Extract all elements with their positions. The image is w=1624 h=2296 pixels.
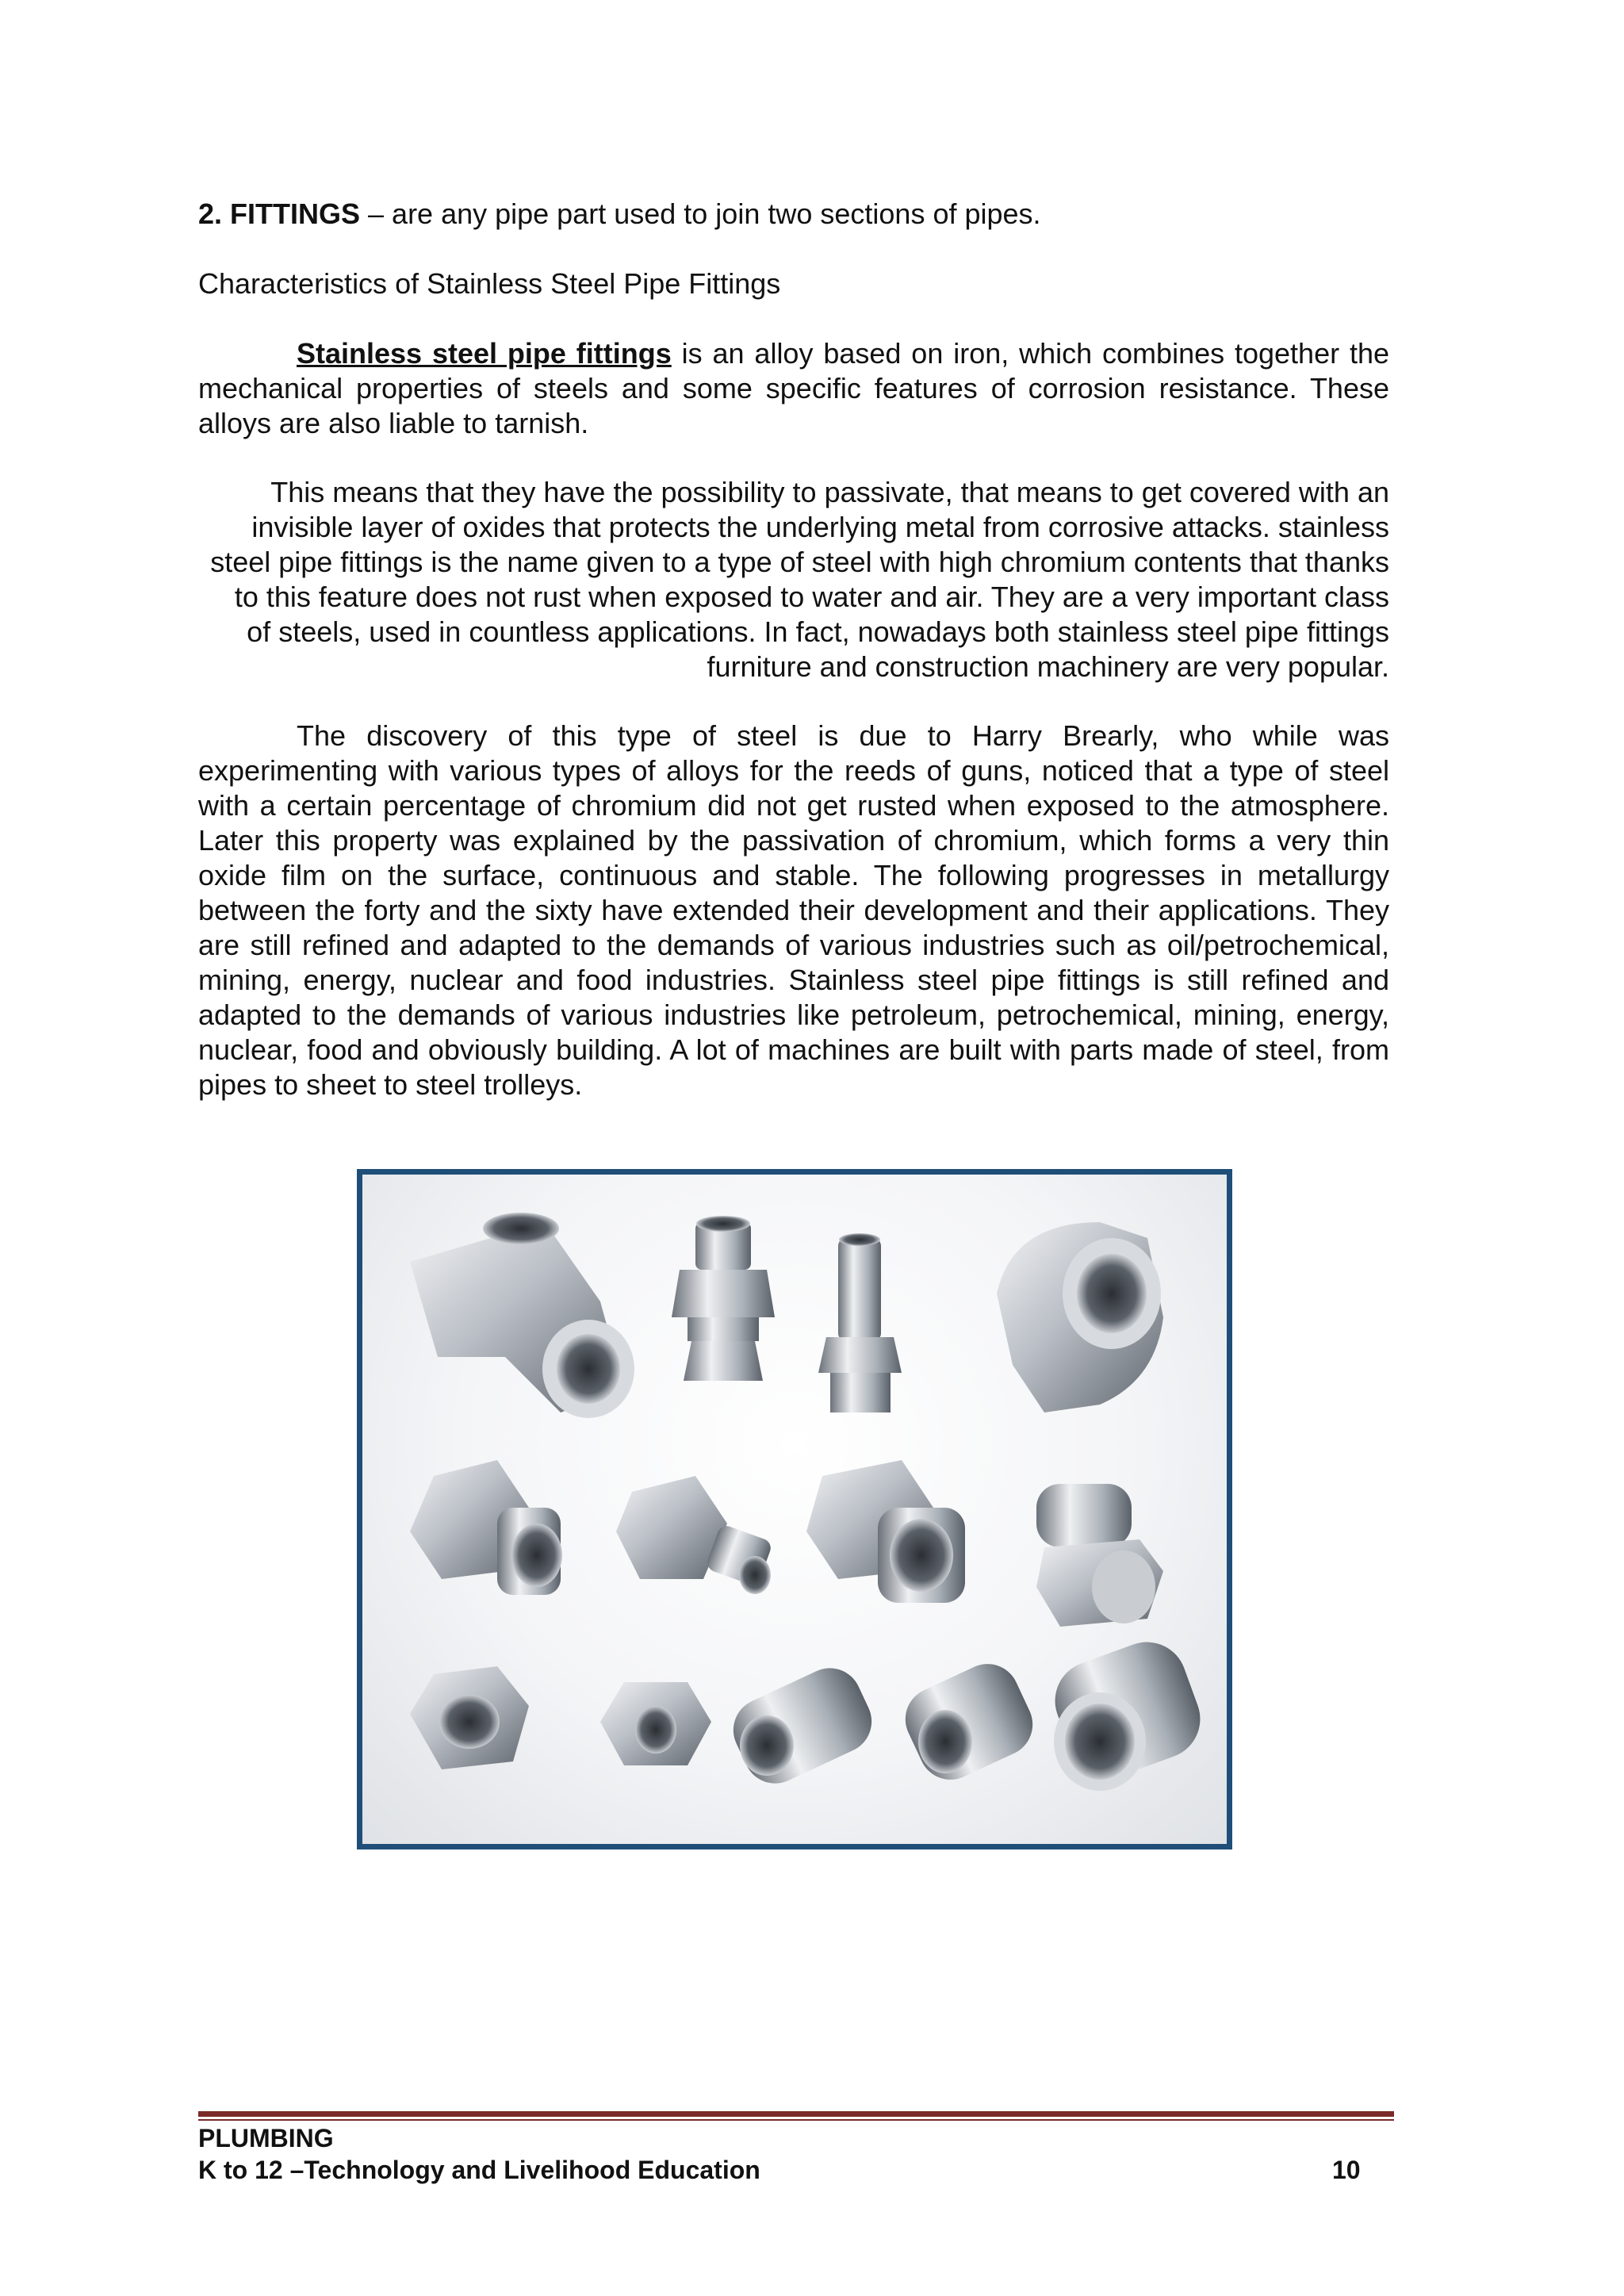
paragraph-intro-text: is an alloy based on iron, which combines together the mechanical properties of steels and some specific features of corrosion resistance. These alloys are also liable to tarnish. (198, 337, 1390, 439)
hose-nipple-fitting (818, 1233, 902, 1412)
tee-fitting (410, 1213, 634, 1418)
socket-fitting (895, 1654, 1044, 1790)
barrel-nipple-fitting (1044, 1631, 1211, 1791)
paragraph-intro (198, 336, 1389, 441)
section-term: 2. FITTINGS (198, 197, 361, 230)
elbow-fitting (997, 1222, 1163, 1412)
pipe-fittings-illustration (362, 1175, 1227, 1844)
paragraph-passivation: This means that they have the possibility to passivate, that means to get covered with an invisible layer of oxides that protects the underlying metal from corrosive attacks. stainless steel pipe fittings is the name given to a type of steel with high chromium contents that thanks to this feature does not rust when exposed to water and air. They are a very important class of steels, used in countless applications. In fact, nowadays both stainless steel pipe fittings furniture and construction machinery are very popular. (210, 476, 1389, 683)
footer-subject: PLUMBING (198, 2124, 334, 2152)
hex-bushing-fitting (410, 1666, 529, 1769)
page-number: 10 (1332, 2156, 1361, 2184)
subheading: Characteristics of Stainless Steel Pipe Fittings (198, 267, 781, 300)
section-definition: – are any pipe part used to join two sections of pipes. (360, 197, 1041, 230)
union-fitting-left (410, 1460, 562, 1595)
section-heading (198, 197, 1041, 232)
footer-course: K to 12 –Technology and Livelihood Education (198, 2156, 760, 2184)
footer-rule (198, 2111, 1394, 2117)
paragraph-history: The discovery of this type of steel is due to Harry Brearly, who while was experimenting with various types of alloys for the reeds of guns, noticed that a type of steel with a certain percentage of chromium did not get rusted when exposed to the atmosphere. Later this property was explained by the passivation of chromium, which forms a very thin oxide film on the surface, continuous and stable. The following progresses in metallurgy between the forty and the sixty have extended their development and their applications. They are still refined and adapted to the demands of various industries such as oil/petrochemical, mining, energy, nuclear and food industries. Stainless steel pipe fittings is still refined and adapted to the demands of various industries like petroleum, petrochemical, mining, energy, nuclear, food and obviously building. A lot of machines are built with parts made of steel, from pipes to sheet to steel trolleys. (198, 719, 1389, 1101)
hex-plug-fitting (600, 1682, 711, 1765)
reducing-union-fitting (616, 1476, 773, 1594)
coupling-fitting (723, 1658, 883, 1794)
hex-nipple-fitting (1036, 1484, 1163, 1627)
pipe-fittings-photo (357, 1169, 1232, 1849)
union-fitting-center (806, 1460, 965, 1603)
hex-union-fitting (672, 1216, 775, 1381)
footer-rule-thin (198, 2119, 1394, 2121)
paragraph-lead-term: Stainless steel pipe fittings (297, 337, 672, 370)
